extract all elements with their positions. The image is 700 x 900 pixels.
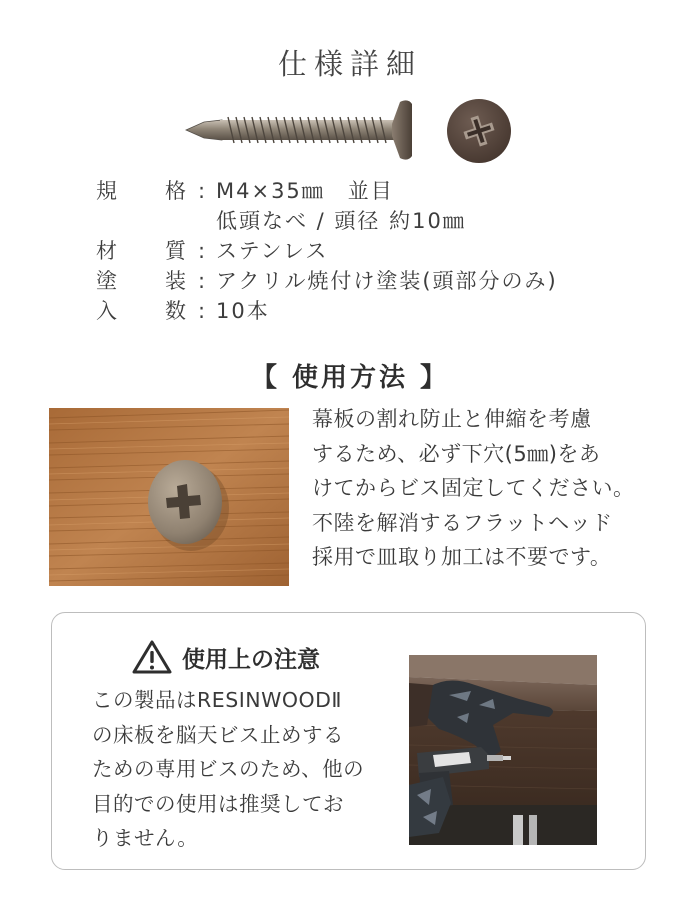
spec-label: 材 質	[96, 239, 186, 263]
spec-label: 入 数	[96, 299, 186, 323]
warning-icon	[132, 639, 172, 675]
spec-value-cont: 低頭なべ / 頭径 約10㎜	[216, 209, 466, 233]
caution-description: この製品はRESINWOODⅡ の床板を脳天ビス止めする ための専用ビスのため、他の 目的での使用は推奨してお りません。	[92, 688, 365, 850]
spec-label: 規 格	[96, 179, 186, 203]
spec-value: ステンレス	[216, 239, 329, 263]
spec-label: 塗 装	[96, 269, 186, 293]
page-title: 仕様詳細	[277, 47, 422, 81]
usage-description: 幕板の割れ防止と伸縮を考慮 するため、必ず下穴(5㎜)をあ けてからビス固定してください。 不陸を解消するフラットヘッド 採用で皿取り加工は不要です。	[312, 407, 635, 569]
spec-value: M4×35㎜ 並目	[216, 179, 394, 203]
spec-value: アクリル焼付け塗装(頭部分のみ)	[216, 269, 558, 293]
spec-value: 10本	[216, 299, 270, 323]
caution-heading: 使用上の注意	[132, 639, 320, 675]
install-photo	[409, 655, 597, 845]
wood-screw-photo	[49, 408, 289, 586]
screw-head-icon	[446, 98, 512, 164]
usage-heading: 【 使用方法 】	[250, 363, 450, 393]
screw-side-icon	[182, 96, 414, 164]
caution-box	[51, 612, 646, 870]
